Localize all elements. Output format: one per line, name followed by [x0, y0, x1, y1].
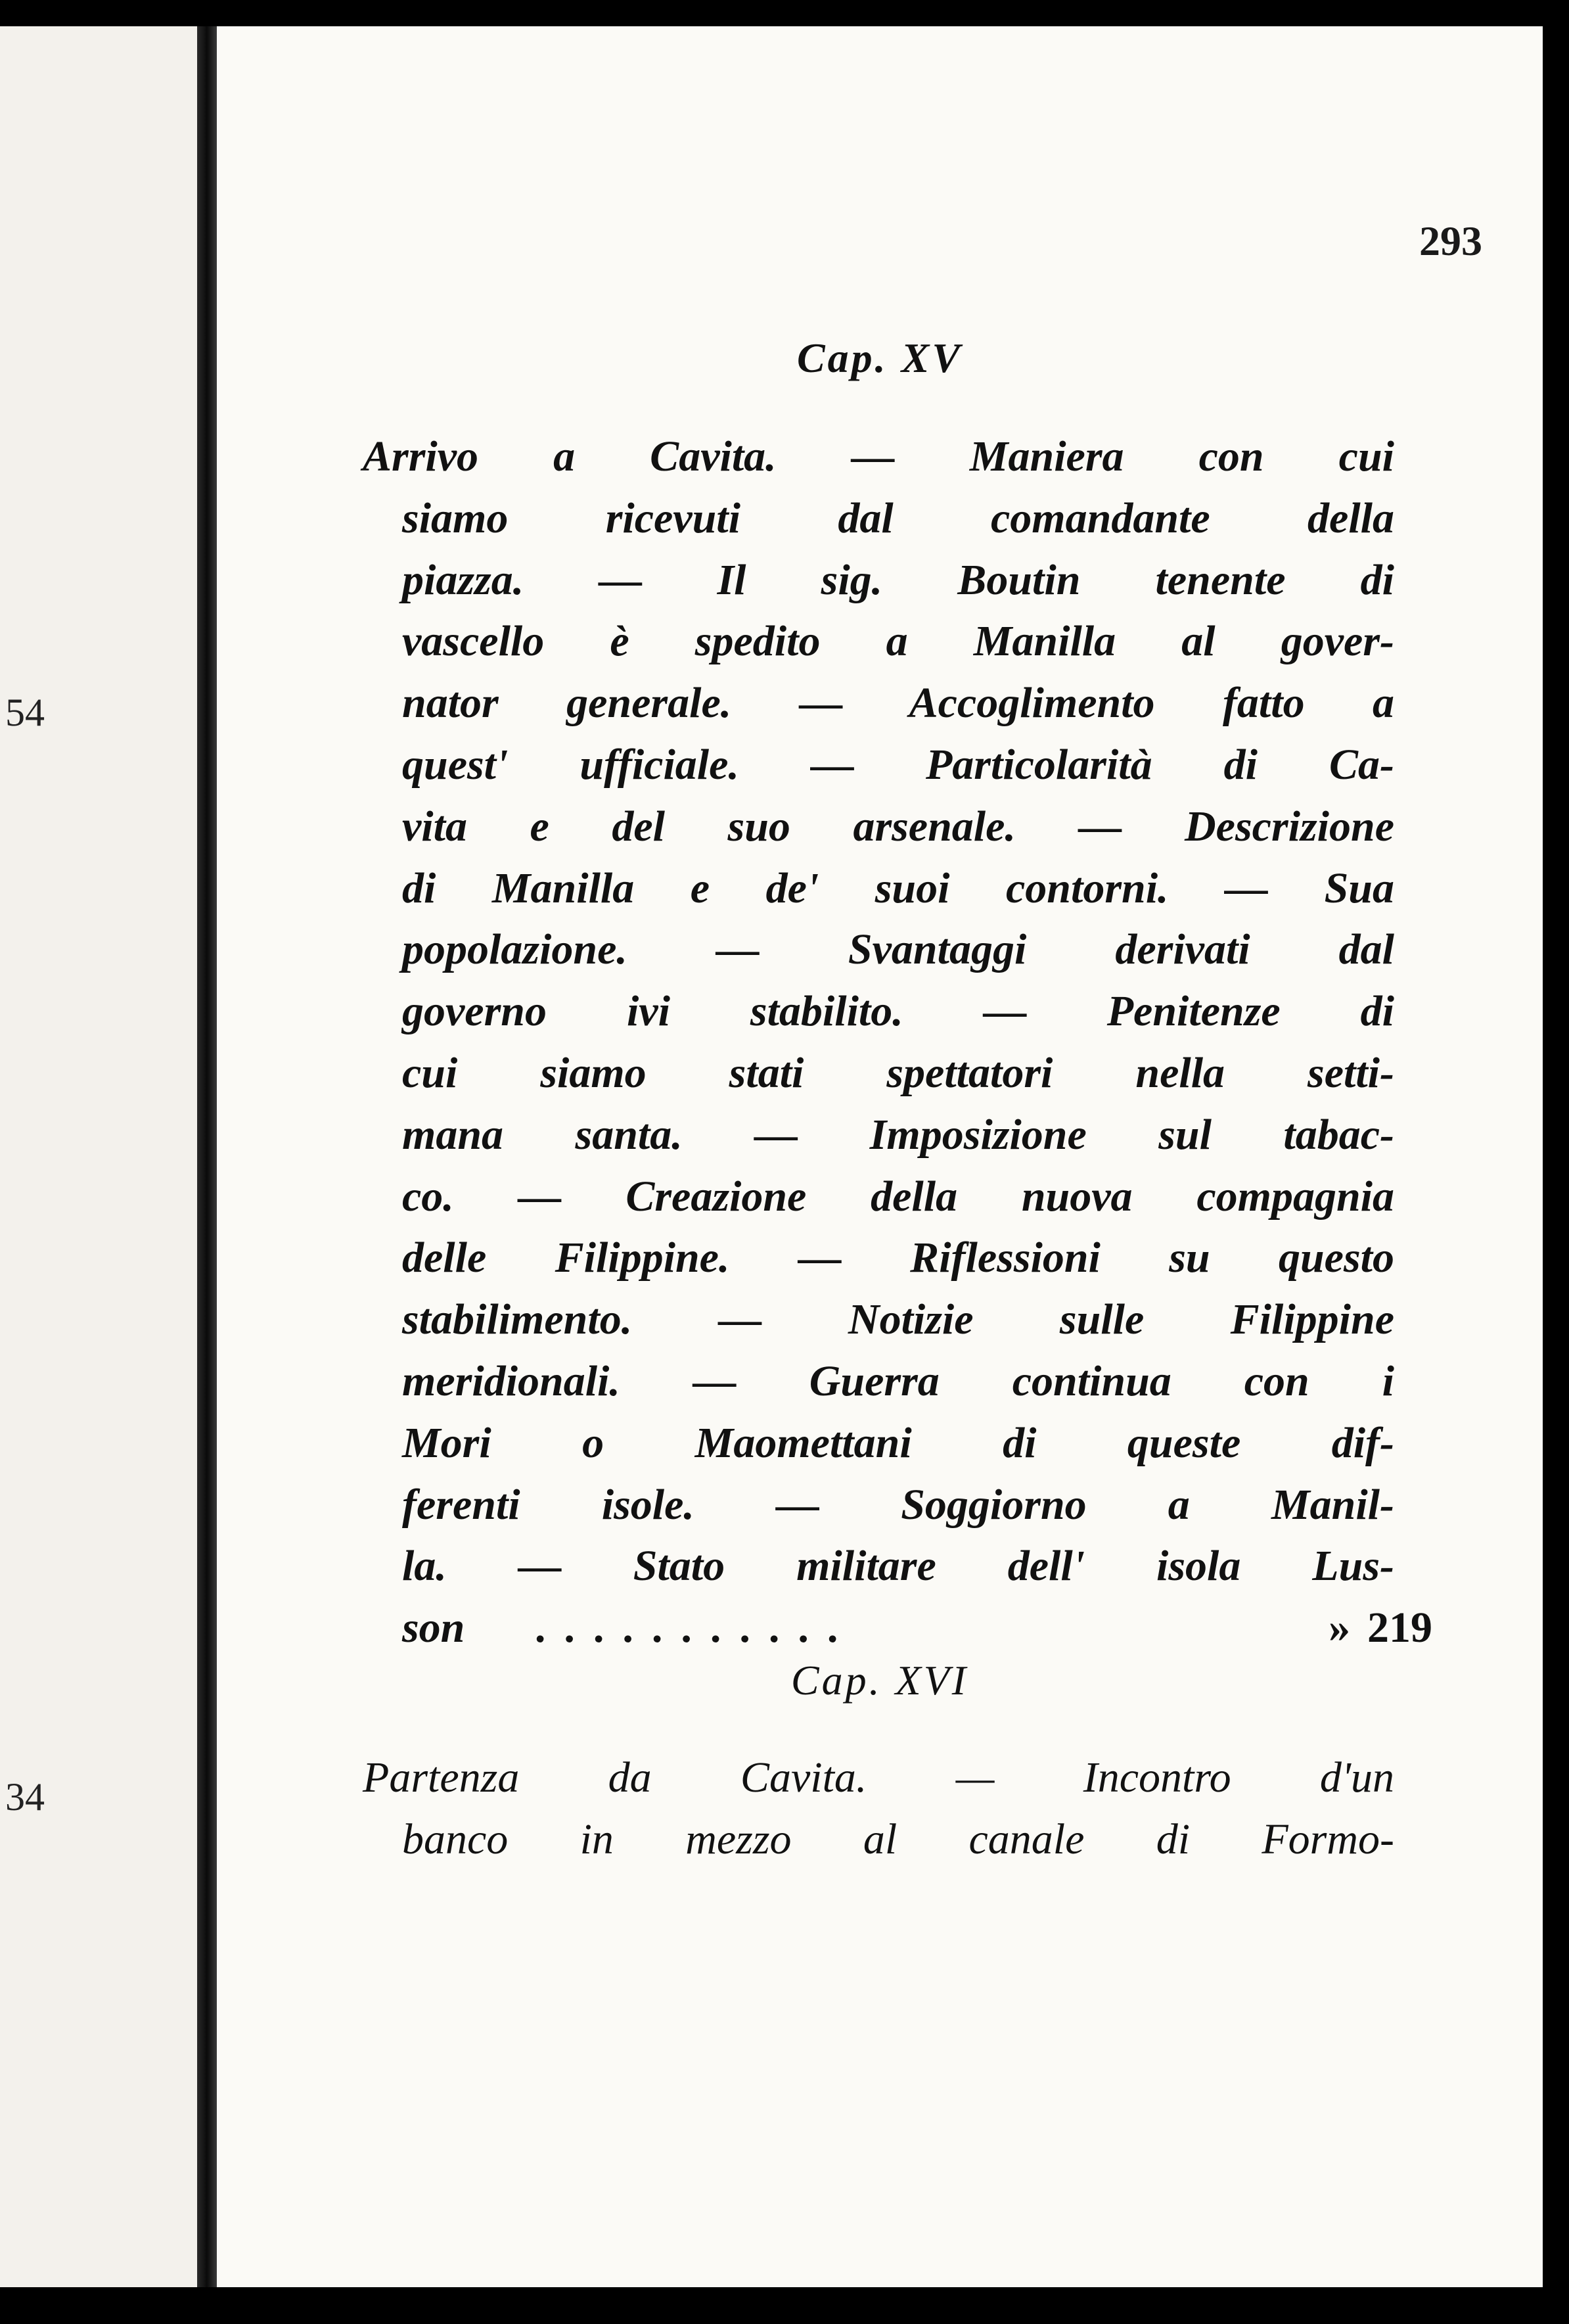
book-gutter	[197, 26, 217, 2287]
dot-leader: ...........	[534, 1604, 857, 1652]
chapter-summary	[363, 1747, 1394, 1871]
summary-line: Arrivo a Cavita. — Maniera con cui	[363, 432, 1394, 480]
summary-line: siamo ricevuti dal comandante della	[402, 494, 1394, 542]
summary-line-end: son	[402, 1604, 465, 1652]
summary-line: Mori o Maomettani di queste dif-	[402, 1418, 1394, 1467]
summary-line: vascello è spedito a Manilla al gover-	[402, 617, 1394, 666]
book-page	[217, 26, 1543, 2287]
summary-line: piazza. — Il sig. Boutin tenente di	[402, 555, 1394, 604]
summary-line: la. — Stato militare dell' isola Lus-	[402, 1542, 1394, 1591]
page-number: 293	[1419, 218, 1482, 264]
summary-line: quest' ufficiale. — Particolarità di Ca-	[402, 740, 1394, 789]
summary-last-line	[363, 1597, 1432, 1659]
chapter-summary	[363, 426, 1432, 1659]
summary-line: co. — Creazione della nuova compagnia	[402, 1172, 1394, 1220]
summary-line: meridionali. — Guerra continua con i	[402, 1357, 1394, 1405]
summary-line: mana santa. — Imposizione sul tabac-	[402, 1110, 1394, 1159]
summary-line: stabilimento. — Notizie sulle Filippine	[402, 1295, 1394, 1344]
summary-line: nator generale. — Accoglimento fatto a	[402, 679, 1394, 728]
page-reference	[1329, 1597, 1432, 1659]
summary-line: delle Filippine. — Riflessioni su questo	[402, 1234, 1394, 1282]
ditto-mark: »	[1329, 1604, 1350, 1652]
summary-line: governo ivi stabilito. — Penitenze di	[402, 987, 1394, 1036]
chapter-heading: Cap. XV	[796, 335, 963, 381]
summary-line: banco in mezzo al canale di Formo-	[402, 1815, 1394, 1863]
page-ref-number: 219	[1367, 1604, 1432, 1652]
summary-line: cui siamo stati spettatori nella setti-	[402, 1048, 1394, 1097]
summary-line: popolazione. — Svantaggi derivati dal	[402, 925, 1394, 974]
summary-line: Partenza da Cavita. — Incontro d'un	[363, 1754, 1394, 1801]
summary-line: vita e del suo arsenale. — Descrizione	[402, 802, 1394, 850]
summary-line: ferenti isole. — Soggiorno a Manil-	[402, 1480, 1394, 1529]
summary-line: di Manilla e de' suoi contorni. — Sua	[402, 864, 1394, 912]
left-facing-page	[0, 26, 197, 2287]
margin-number: 34	[5, 1775, 45, 1819]
chapter-heading: Cap. XVI	[790, 1657, 969, 1704]
margin-number: 54	[5, 691, 45, 734]
